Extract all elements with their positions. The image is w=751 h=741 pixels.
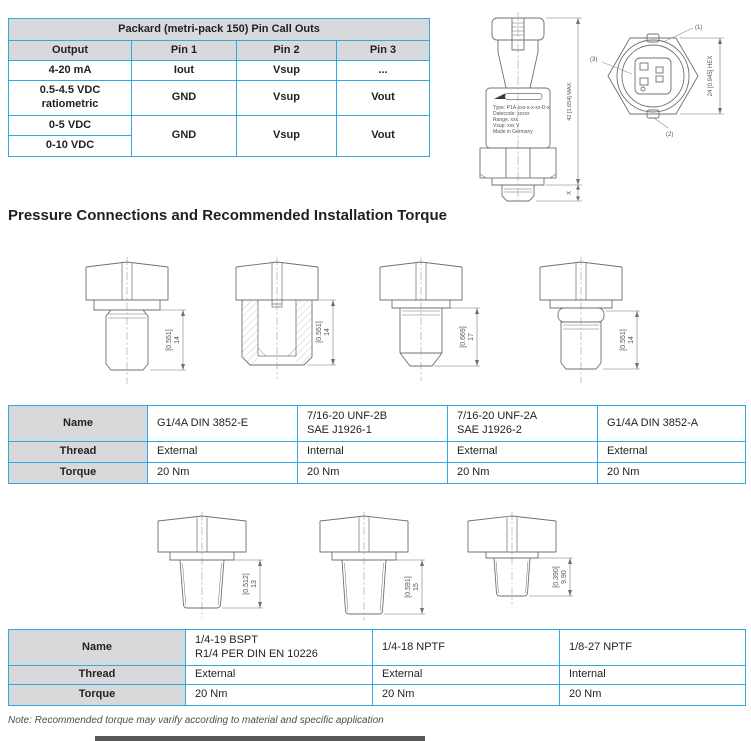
hatch-right bbox=[296, 300, 312, 365]
table-row bbox=[9, 685, 746, 706]
torque-table-1 bbox=[8, 405, 746, 484]
table-cell bbox=[186, 630, 373, 666]
table-cell: ... bbox=[337, 61, 430, 81]
fitting-name: G1/4A DIN 3852-A bbox=[607, 416, 699, 429]
table-cell: 20 Nm bbox=[298, 463, 448, 484]
fitting-name: G1/4A DIN 3852-E bbox=[157, 416, 249, 429]
table-cell: Internal bbox=[298, 442, 448, 463]
dim-inches: [0.591] bbox=[405, 576, 412, 598]
table-cell bbox=[598, 406, 746, 442]
fitting-name: 7/16-20 UNF-2A bbox=[457, 409, 538, 422]
fitting-drawing-nptf-eighth bbox=[460, 508, 585, 623]
table-cell bbox=[448, 406, 598, 442]
fitting-drawing-din3852a bbox=[532, 253, 652, 388]
callout-1: (1) bbox=[695, 25, 703, 31]
fitting-name: 1/8-27 NPTF bbox=[569, 640, 632, 653]
table-cell bbox=[148, 406, 298, 442]
fitting-name: 1/4-19 BSPT bbox=[195, 633, 258, 646]
table-cell: 20 Nm bbox=[186, 685, 373, 706]
pin-table-header-pin1: Pin 1 bbox=[132, 41, 237, 61]
dim-inches: [0.551] bbox=[620, 329, 627, 351]
dim-mm: 9.90 bbox=[561, 570, 568, 584]
table-cell: 20 Nm bbox=[373, 685, 560, 706]
dim-mm: 14 bbox=[174, 336, 181, 344]
svg-text:Datecode: xxxxx: Datecode: xxxxx bbox=[493, 111, 530, 117]
table-cell: 20 Nm bbox=[148, 463, 298, 484]
dim-hex-width: 24 [0.945] HEX bbox=[708, 55, 714, 97]
table-cell: Internal bbox=[560, 666, 746, 685]
table-cell: Vout bbox=[337, 116, 430, 157]
svg-text:Type: P1A-xxx-x-x-xx-D-x: Type: P1A-xxx-x-x-xx-D-x bbox=[493, 105, 550, 111]
dim-mm: 13 bbox=[251, 580, 258, 588]
fitting-name-line2: R1/4 PER DIN EN 10226 bbox=[195, 647, 318, 660]
fitting-drawing-bspt bbox=[150, 508, 275, 623]
table-row bbox=[9, 630, 746, 666]
table-cell: Vout bbox=[337, 81, 430, 116]
dim-mm: 14 bbox=[324, 328, 331, 336]
table-cell: Vsup bbox=[237, 81, 337, 116]
sensor-side-view-drawing bbox=[448, 6, 588, 202]
table-cell: External bbox=[448, 442, 598, 463]
row-label-torque: Torque bbox=[9, 685, 186, 706]
callout-3: (3) bbox=[590, 57, 598, 63]
table-cell: 0.5-4.5 VDC ratiometric bbox=[9, 81, 132, 116]
table-row bbox=[9, 463, 746, 484]
fitting-drawing-nptf-quarter bbox=[312, 508, 437, 623]
table-cell: External bbox=[148, 442, 298, 463]
dim-overall-height: 42 [1.654] MAX. bbox=[567, 81, 573, 121]
dim-inches: [0.551] bbox=[316, 321, 323, 343]
table-cell: 20 Nm bbox=[560, 685, 746, 706]
table-cell: Iout bbox=[132, 61, 237, 81]
dim-inches: [0.551] bbox=[166, 329, 173, 351]
footnote: Note: Recommended torque may varify according to material and specific application bbox=[8, 715, 384, 726]
pin-table-header-pin2: Pin 2 bbox=[237, 41, 337, 61]
table-cell bbox=[560, 630, 746, 666]
row-label-thread: Thread bbox=[9, 666, 186, 685]
row-label-torque: Torque bbox=[9, 463, 148, 484]
hatch-left bbox=[242, 300, 258, 365]
fitting-drawing-unf2a bbox=[372, 253, 492, 388]
table-cell: External bbox=[598, 442, 746, 463]
dim-thread-length: X bbox=[567, 190, 573, 196]
table-cell: Vsup bbox=[237, 61, 337, 81]
dim-inches: [0.512] bbox=[243, 573, 250, 595]
sensor-face-view-drawing bbox=[588, 12, 748, 147]
torque-table-2 bbox=[8, 629, 746, 706]
callout-2: (2) bbox=[666, 132, 674, 138]
table-row bbox=[9, 666, 746, 685]
fitting-name-line2: SAE J1926-1 bbox=[307, 423, 372, 436]
table-cell: 20 Nm bbox=[598, 463, 746, 484]
dim-inches: [0.669] bbox=[460, 326, 467, 348]
section-heading: Pressure Connections and Recommended Installation Torque bbox=[8, 207, 447, 224]
row-label-thread: Thread bbox=[9, 442, 148, 463]
table-cell: External bbox=[373, 666, 560, 685]
dim-mm: 15 bbox=[413, 583, 420, 591]
dim-mm: 14 bbox=[628, 336, 635, 344]
dim-inches: [0.390] bbox=[553, 566, 560, 588]
page-footer-strip bbox=[95, 736, 425, 741]
svg-text:Range: xxx: Range: xxx bbox=[493, 117, 519, 123]
svg-text:Vsup: xxx V: Vsup: xxx V bbox=[493, 123, 520, 129]
table-cell bbox=[373, 630, 560, 666]
svg-text:Made in Germany: Made in Germany bbox=[493, 129, 533, 135]
fitting-drawing-din3852e bbox=[78, 253, 198, 388]
fitting-name-line2: SAE J1926-2 bbox=[457, 423, 522, 436]
table-cell: Vsup bbox=[237, 116, 337, 157]
table-row bbox=[9, 61, 430, 81]
fitting-name: 7/16-20 UNF-2B bbox=[307, 409, 388, 422]
dimension-lines bbox=[680, 38, 724, 114]
pin-table-header-pin3: Pin 3 bbox=[337, 41, 430, 61]
pin-table-title: Packard (metri-pack 150) Pin Call Outs bbox=[9, 19, 430, 41]
table-cell: 4-20 mA bbox=[9, 61, 132, 81]
table-row bbox=[9, 442, 746, 463]
fitting-drawing-unf2b bbox=[228, 253, 348, 388]
table-row bbox=[9, 116, 430, 136]
pin-table-header-output: Output bbox=[9, 41, 132, 61]
product-label-text bbox=[493, 105, 550, 135]
table-cell: GND bbox=[132, 81, 237, 116]
pin-callouts-table bbox=[8, 18, 430, 157]
table-cell: External bbox=[186, 666, 373, 685]
table-cell: 0-5 VDC bbox=[9, 116, 132, 136]
dim-mm: 17 bbox=[468, 333, 475, 341]
fitting-name: 1/4-18 NPTF bbox=[382, 640, 445, 653]
table-cell bbox=[298, 406, 448, 442]
table-cell: 0-10 VDC bbox=[9, 136, 132, 157]
table-row bbox=[9, 406, 746, 442]
row-label-name: Name bbox=[9, 406, 148, 442]
row-label-name: Name bbox=[9, 630, 186, 666]
hex-face-outline bbox=[608, 34, 698, 118]
table-row bbox=[9, 81, 430, 116]
table-cell: 20 Nm bbox=[448, 463, 598, 484]
table-cell: GND bbox=[132, 116, 237, 157]
